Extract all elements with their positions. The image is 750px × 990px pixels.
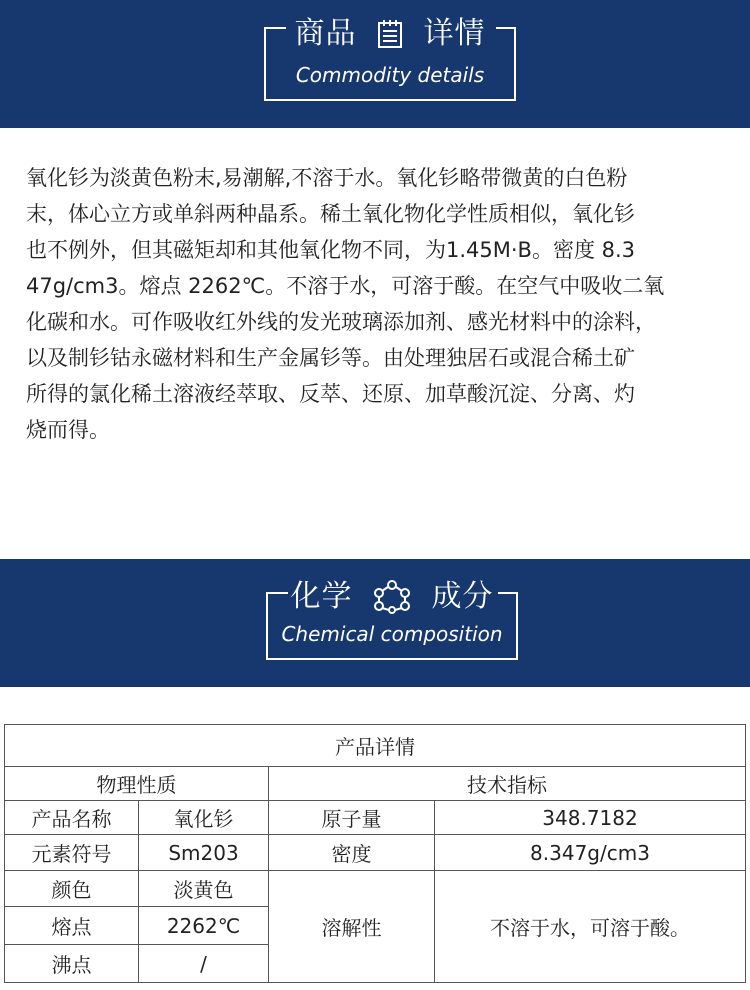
table-row [5, 871, 746, 907]
banner-title-left: 商品 [294, 15, 357, 51]
description-line: 47g/cm3。熔点 2262℃。不溶于水，可溶于酸。在空气中吸收二氧 [26, 274, 665, 298]
property-label: 沸点 [5, 945, 139, 983]
product-description [26, 160, 726, 448]
table-caption: 产品详情 [5, 725, 746, 767]
property-label: 熔点 [5, 907, 139, 945]
property-value: 2262℃ [139, 907, 269, 945]
molecule-icon [373, 580, 411, 614]
commodity-details-banner [0, 0, 750, 128]
property-value: Sm203 [139, 835, 269, 871]
property-label: 颜色 [5, 871, 139, 907]
property-value: 氧化钐 [139, 801, 269, 835]
description-line: 氧化钐为淡黄色粉末,易潮解,不溶于水。氧化钐略带微黄的白色粉 [26, 166, 628, 190]
table-row [5, 835, 746, 871]
banner-title-right: 成分 [431, 578, 494, 614]
group-header-technical: 技术指标 [269, 767, 746, 801]
group-header-physical: 物理性质 [5, 767, 269, 801]
description-line: 以及制钐钴永磁材料和生产金属钐等。由处理独居石或混合稀土矿 [26, 346, 635, 370]
table-row [5, 725, 746, 767]
banner-title-left: 化学 [290, 578, 353, 614]
property-value: 淡黄色 [139, 871, 269, 907]
description-line: 也不例外，但其磁矩却和其他氧化物不同，为1.45M·B。密度 8.3 [26, 238, 636, 262]
banner-title-frame [264, 15, 516, 101]
description-line: 所得的氯化稀土溶液经萃取、反萃、还原、加草酸沉淀、分离、灼 [26, 382, 635, 406]
tech-value: 不溶于水，可溶于酸。 [435, 871, 746, 983]
table-row [5, 767, 746, 801]
banner-title-frame [266, 578, 518, 660]
banner-subtitle: Commodity details [295, 63, 485, 87]
product-spec-table [4, 724, 746, 983]
description-line: 烧而得。 [26, 418, 110, 442]
banner-title-right: 详情 [423, 15, 486, 51]
description-line: 末，体心立方或单斜两种晶系。稀土氧化物化学性质相似，氧化钐 [26, 202, 635, 226]
property-label: 产品名称 [5, 801, 139, 835]
property-label: 元素符号 [5, 835, 139, 871]
tech-value: 348.7182 [435, 801, 746, 835]
tech-label: 溶解性 [269, 871, 435, 983]
tech-label: 密度 [269, 835, 435, 871]
tech-label: 原子量 [269, 801, 435, 835]
property-value: / [139, 945, 269, 983]
description-line: 化碳和水。可作吸收红外线的发光玻璃添加剂、感光材料中的涂料， [26, 310, 656, 334]
table-row [5, 801, 746, 835]
chemical-composition-banner [0, 559, 750, 687]
tech-value: 8.347g/cm3 [435, 835, 746, 871]
banner-subtitle: Chemical composition [281, 622, 503, 646]
notepad-icon [377, 19, 403, 49]
